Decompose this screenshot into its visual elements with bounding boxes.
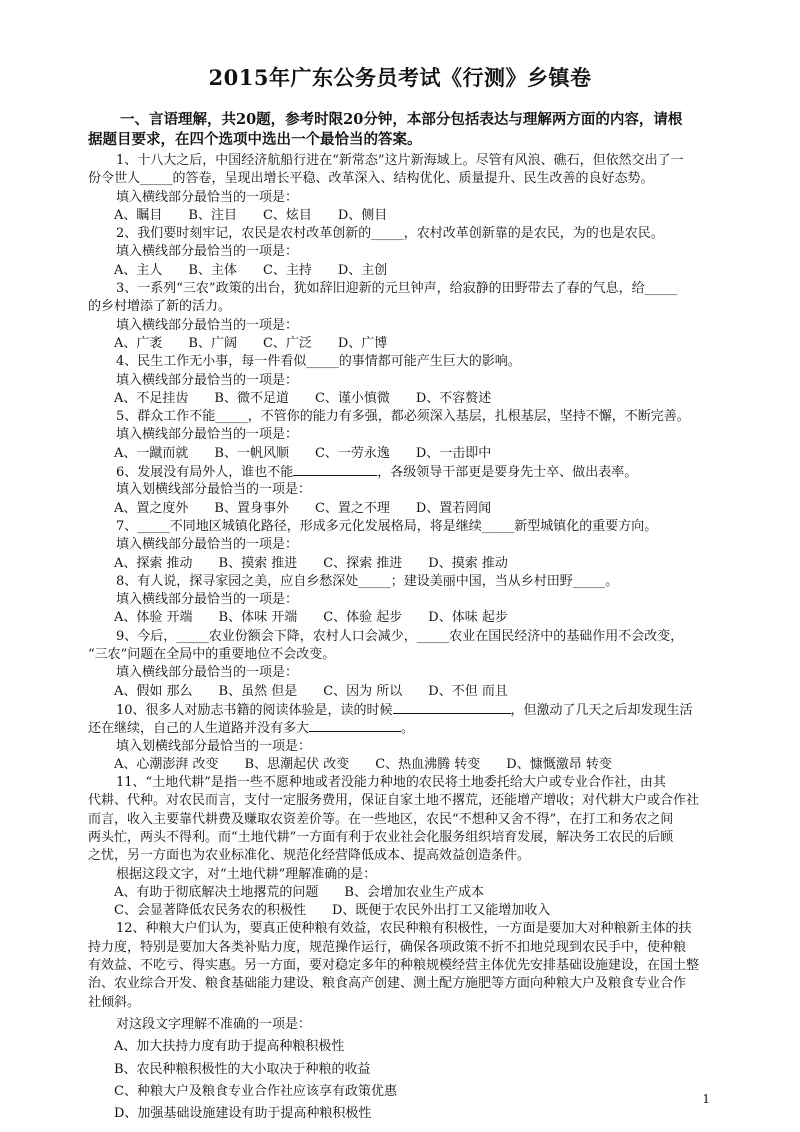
question-text xyxy=(88,719,728,737)
question-option: A、加大扶持力度有助于提高种粮积极性 xyxy=(114,1039,345,1055)
question-text: 社倾斜。 xyxy=(88,994,141,1010)
question-options: A、一蹴而就 B、一帆风顺 C、一劳永逸 D、一击即中 xyxy=(114,445,492,461)
question-prompt: 填入横线部分最恰当的一项是： xyxy=(116,665,299,681)
question-text: 5、群众工作不能_____，不管你的能力有多强，都必须深入基层，扎根基层，坚持不懈，不断完善。 xyxy=(116,409,690,425)
question-text: 12、种粮大户们认为，要真正使种粮有效益，农民种粮有积极性，一方面是要加大对种粮新主体的扶 xyxy=(116,921,692,937)
questions xyxy=(88,152,728,1123)
question-prompt: 根据这段文字，对“土地代耕”理解准确的是： xyxy=(116,866,377,882)
question-prompt: 填入横线部分最恰当的一项是： xyxy=(116,372,299,388)
question-prompt: 填入横线部分最恰当的一项是： xyxy=(116,537,299,553)
page-number: 1 xyxy=(702,1092,710,1106)
question-text: 1、十八大之后，中国经济航船行进在“新常态”这片新海域上。尽管有风浪、礁石，但依然交出了一 xyxy=(116,153,684,168)
question-options: A、瞩目 B、注目 C、炫目 D、侧目 xyxy=(114,207,388,223)
fill-blank xyxy=(309,719,401,732)
question-text-part: 还在继续，自己的人生道路并没有多大 xyxy=(88,721,310,737)
question-text: 两头忙，两头不得利。而“土地代耕”一方面有利于农业社会化服务组织培育发展，解决务工农民的后顾 xyxy=(88,829,674,845)
section-heading-line: 一、言语理解，共20题，参考时限20分钟，本部分包括表达与理解两方面的内容，请根 xyxy=(120,111,683,128)
question-text: 11、“土地代耕”是指一些不愿种地或者没能力种地的农民将土地委托给大户或专业合作社，由其 xyxy=(116,775,666,791)
question-3 xyxy=(88,280,728,353)
question-options: A、广袤 B、广阔 C、广泛 D、广博 xyxy=(114,335,388,351)
question-text-part: 10、很多人对励志书籍的阅读体验是，读的时候 xyxy=(116,702,393,718)
question-2 xyxy=(88,225,728,280)
question-text: 8、有人说，探寻家园之美，应自乡愁深处_____；建设美丽中国，当从乡村田野_____。 xyxy=(116,573,619,589)
question-option: B、农民种粮积极性的大小取决于种粮的收益 xyxy=(114,1061,371,1077)
question-text: 而言，收入主要靠代耕费及赚取农资差价等。在一些地区，农民“不想种又舍不得”，在打工和务农之间 xyxy=(88,811,674,827)
question-prompt: 填入划横线部分最恰当的一项是： xyxy=(116,482,312,498)
question-4 xyxy=(88,353,728,408)
question-prompt: 对这段文字理解不准确的一项是： xyxy=(116,1016,312,1032)
question-text: 治、农业综合开发、粮食基础能力建设、粮食高产创建、测土配方施肥等方面向种粮大户及粮食专业合作 xyxy=(88,976,687,992)
question-text-part: 6、发展没有局外人，谁也不能 xyxy=(116,465,294,481)
question-prompt: 填入横线部分最恰当的一项是： xyxy=(116,427,299,443)
question-prompt: 填入划横线部分最恰当的一项是： xyxy=(116,738,312,754)
question-text: 份令世人_____的答卷，呈现出增长平稳、改革深入、结构优化、质量提升、民生改善的良好态势。 xyxy=(88,171,654,187)
question-options: A、主人 B、主体 C、主持 D、主创 xyxy=(114,262,388,278)
question-10 xyxy=(88,701,728,774)
question-option: C、种粮大户及粮食专业合作社应该享有政策优惠 xyxy=(114,1083,397,1099)
question-text: 代耕、代种。对农民而言，支付一定服务费用，保证自家土地不撂荒，还能增产增收；对代耕大户或合作社 xyxy=(88,793,700,809)
question-options: C、会显著降低农民务农的积极性 D、既便于农民外出打工又能增加收入 xyxy=(114,903,551,919)
question-7 xyxy=(88,518,728,573)
question-9 xyxy=(88,628,728,701)
question-prompt: 填入横线部分最恰当的一项是： xyxy=(116,244,299,260)
question-text-part: ，各级领导干部更是要身先士卒、做出表率。 xyxy=(377,465,638,481)
question-text: 4、民生工作无小事，每一件看似_____的事情都可能产生巨大的影响。 xyxy=(116,354,521,370)
question-text-part: 。 xyxy=(401,721,415,737)
question-text: 之忧，另一方面也为农业标准化、规范化经营降低成本、提高效益创造条件。 xyxy=(88,848,531,864)
question-1 xyxy=(88,152,728,225)
question-text: “三农”问题在全局中的重要地位不会改变。 xyxy=(88,647,336,663)
question-8 xyxy=(88,573,728,628)
question-prompt: 填入横线部分最恰当的一项是： xyxy=(116,189,299,205)
question-text: 9、今后，_____农业份额会下降，农村人口会减少，_____农业在国民经济中的基础作用不会改变， xyxy=(116,628,684,644)
fill-blank xyxy=(293,463,377,476)
question-options: A、体验 开端 B、体味 开端 C、体验 起步 D、体味 起步 xyxy=(114,610,508,626)
question-text: 7、_____不同地区城镇化路径，形成多元化发展格局，将是继续_____新型城镇化的重要方向。 xyxy=(116,518,658,534)
question-prompt: 填入横线部分最恰当的一项是： xyxy=(116,317,299,333)
question-prompt: 填入横线部分最恰当的一项是： xyxy=(116,592,299,608)
fill-blank xyxy=(393,701,511,714)
question-text: 2、我们要时刻牢记，农民是农村改革创新的_____，农村改革创新靠的是农民，为的也是农民。 xyxy=(116,226,664,242)
question-options: A、不足挂齿 B、微不足道 C、谨小慎微 D、不容赘述 xyxy=(114,390,492,406)
question-text: 3、一系列“三农”政策的出台，犹如辞旧迎新的元旦钟声，给寂静的田野带去了春的气息，给_____ xyxy=(116,281,678,297)
question-text xyxy=(88,463,728,481)
section-heading xyxy=(88,110,724,150)
question-options: A、探索 推动 B、摸索 推进 C、探索 推进 D、摸索 推动 xyxy=(114,555,508,571)
question-text: 持力度，特别是要加大各类补贴力度，规范操作运行，确保各项政策不折不扣地兑现到农民手中，使种粮 xyxy=(88,939,687,955)
question-12 xyxy=(88,920,728,1123)
question-option: D、加强基础设施建设有助于提高种粮积极性 xyxy=(114,1106,372,1122)
document-title: 2015年广东公务员考试《行测》乡镇卷 xyxy=(208,65,592,90)
question-5 xyxy=(88,408,728,463)
question-6 xyxy=(88,463,728,518)
question-options: A、假如 那么 B、虽然 但是 C、因为 所以 D、不但 而且 xyxy=(114,683,508,699)
question-options: A、心潮澎湃 改变 B、思潮起伏 改变 C、热血沸腾 转变 D、慷慨激昂 转变 xyxy=(114,756,612,772)
question-options: A、置之度外 B、置身事外 C、置之不理 D、置若罔闻 xyxy=(114,500,492,516)
section-heading-line: 据题目要求，在四个选项中选出一个最恰当的答案。 xyxy=(88,131,422,148)
question-11 xyxy=(88,774,728,920)
question-text: 的乡村增添了新的活力。 xyxy=(88,299,232,315)
question-options: A、有助于彻底解决土地撂荒的问题 B、会增加农业生产成本 xyxy=(114,884,484,900)
question-text: 有效益、不吃亏、得实惠。另一方面，要对稳定多年的种粮规模经营主体优先安排基础设施建设，在国土整 xyxy=(88,958,700,974)
question-text-part: ，但激动了几天之后却发现生活 xyxy=(510,702,693,718)
question-text xyxy=(88,701,728,719)
